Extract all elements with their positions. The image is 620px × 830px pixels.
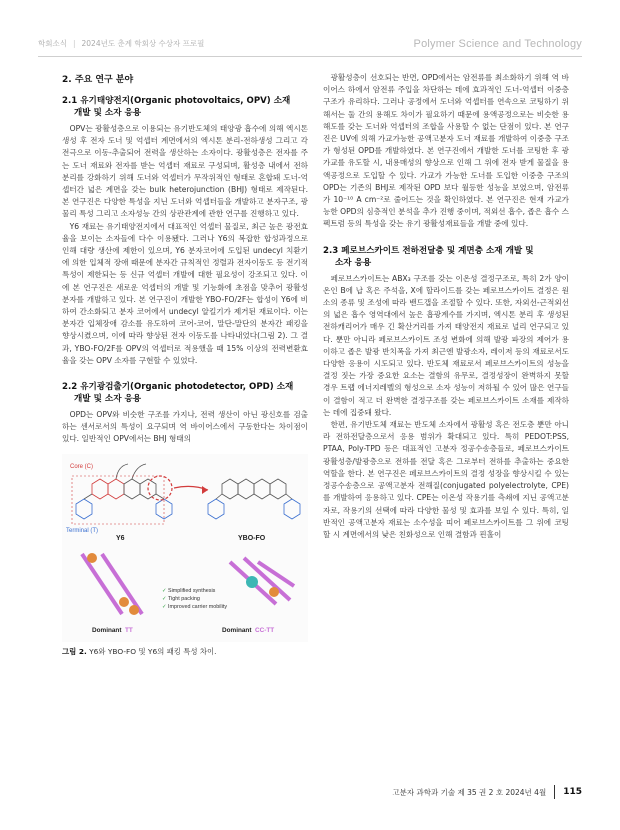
section-title: 2. 주요 연구 분야: [62, 75, 134, 85]
paragraph-y6: Y6 재료는 유기태양전지에서 대표적인 억셉터 물질로, 최근 높은 광전효율을 보이는 소자들에 다수 이용됐다. 그러나 Y6의 복잡한 합성과정으로 인해 대량 생산에 제한이 있으며, Y6 분자코어에 도입된 undecyl 치환기에 의한 입체적 장애 때문에 분자간 규칙적인 정렬과 전자이동도 등 전기적 특성이 제한되는 등 신규 억셉터 개발에 대한 필요성이 강조되고 있다. 이에 본 연구진은 새로운 억셉터의 개발 및 기능화에 초점을 맞추어 광활성 분자를 개발하고 있다. 본 연구진이 개발한 YBO-FO/2F는 합성이 Y6에 비하여 간소화되고 분자 코어에서 undecyl 알킬기가 제거된 재료이다. 이는 분자간 입체장애 감소를 유도하여 코어-코어, 말단-말단의 분자간 패킹을 향상시켰으며, 이에 따라 향상된 전자 이동도를 나타내었다(그림 2). 그 결과, YBO-FO/2F를 OPV의 억셉터로 적용했을 때 15% 이상의 전력변환효율을 갖는 OPV 소자를 구현할 수 있었다.: [62, 221, 308, 365]
header-separator: |: [72, 39, 76, 48]
y6-label: Y6: [116, 534, 125, 542]
header-rule: [38, 56, 582, 57]
page-footer: [392, 785, 582, 799]
transform-arrowhead: [202, 486, 208, 494]
check-icon: ✓: [162, 603, 167, 610]
ybo-fo-molecule: [208, 479, 300, 519]
footer-divider: [554, 785, 555, 799]
dominant-right-label: Dominant: [222, 626, 252, 634]
paragraph-organic-transport: 한편, 유기반도체 재료는 반도체 소자에서 광활성 혹은 전도층 뿐만 아니라 전하전달층으로서 응용 범위가 확대되고 있다. 특히 PEDOT:PSS, PTAA, Poly-TPD 등은 대표적인 고분자 정공수송층들로, 페로브스카이트 광활성층/발광층으로 전하를 전달 혹은 그로부터 전하를 추출하는 중요한 역할을 한다. 본 연구진은 페로브스카이트의 결정 성장을 향상시킬 수 있는 정공수송층으로 공액고분자 전해질(conjugated polyelectrolyte, CPE)를 개발하여 응용하고 있다. CPE는 이온성 작용기를 측쇄에 지닌 공액고분자로, 작용기의 선택에 따라 다양한 물성 및 효과를 보일 수 있다. 특히, 일반적인 공액고분자 재료는 소수성을 띠어 페로브스카이트를 그 위에 코팅할 시 계면에서의 낮은 친화성으로 인해 결함과 핀홀이: [323, 420, 569, 539]
paragraph-opv-intro: OPV는 광활성층으로 이용되는 유기반도체의 태양광 흡수에 의해 엑시톤 생성 후 전자 도너 및 억셉터 계면에서의 엑시톤 분리-전하생성 그리고 각 전극으로 이동-추출되어 전력을 생산하는 소자이다. 광활성층은 전자를 주는 도너 재료와 전자를 받는 억셉터 재료로 구성되며, 활성층 내에서 전하분리를 강화하기 위해 도너와 억셉터가 무작위적인 형태로 혼합돼 도너-억셉터간 넓은 계면을 갖는 bulk heterojunction (BHJ) 형태로 제작된다. 본 연구진은 다양한 특성을 지닌 도너와 억셉터들을 개발하고 분자구조, 광물리 특성 그리고 소자성능 간의 상관관계에 관한 연구를 진행하고 있다.: [62, 124, 308, 219]
paragraph-opd-intro: OPD는 OPV와 비슷한 구조를 가지나, 전력 생산이 아닌 광신호를 검출하는 센서로서의 특성이 요구되며 역 바이어스에서 구동한다는 차이점이 있다. 일반적인 OPV에서는 BHJ 형태의: [62, 410, 308, 444]
header-section: 학회소식: [38, 39, 67, 48]
dominant-right-tag: CC-TT: [255, 626, 275, 634]
bullet-3: Improved carrier mobility: [168, 603, 228, 610]
ybo-fo-label: YBO-FO: [238, 534, 266, 542]
figure-2: [62, 454, 308, 642]
subsection-2-3-title-b: 소자 응용: [335, 257, 372, 268]
subsection-2-2-title-a: 2.2 유기광검출기(Organic photodetector, OPD) 소재: [62, 382, 294, 393]
y6-molecule: [76, 464, 172, 519]
paragraph-perovskite: 페로브스카이트는 ABX₃ 구조를 갖는 이온성 결정구조로, 특히 2가 양이온인 B에 납 혹은 주석을, X에 할라이드를 갖는 페로브스카이트 결정은 원소의 종류 및 조성에 따라 밴드갭을 조절할 수 있다. 또한, 자외선-근적외선의 넓은 흡수 영역대에서 높은 흡광계수를 가지며, 엑시톤 분리 후 생성된 전하캐리어가 매우 긴 확산거리를 가져 태양전지 재료로 널리 연구되고 있다. 뿐만 아니라 페로브스카이트 조성 변화에 의해 발광 파장의 제어가 용이하고 좁은 발광 반치폭을 가져 최근엔 발광소자, 레이저 등의 재료로서도 다양한 응용이 시도되고 있다. 반도체 재료로서 페로브스카이트의 성능을 결정 짓는 가장 중요한 요소는 결함의 유무로, 결정성장이 완벽하지 못할 경우 트랩 에너지레벨의 형성으로 소자 성능이 저하될 수 있어 많은 연구들이 결함이 적고 더 완벽한 결정구조를 갖는 페로브스카이트 소재를 제작하는 데에 집중돼 왔다.: [323, 273, 569, 417]
figure-2-caption-text: Y6와 YBO-FO 및 Y6의 패킹 특성 차이.: [89, 646, 217, 656]
subsection-2-1-title-a: 2.1 유기태양전지(Organic photovoltaics, OPV) 소재: [62, 96, 291, 106]
header-program: 2024년도 춘계 학회상 수상자 프로필: [81, 39, 205, 48]
subsection-2-2-title: [62, 381, 308, 405]
dominant-left-label: Dominant: [92, 626, 122, 634]
packing-tt: [82, 553, 142, 615]
bullet-1: Simplified synthesis: [168, 587, 216, 594]
figure-2-caption: [62, 646, 308, 657]
figure-2-graphic: [62, 454, 308, 642]
subsection-2-1-title-b: 개발 및 소자 응용: [74, 108, 142, 118]
terminal-label: Terminal (T): [66, 527, 99, 534]
right-column: [323, 66, 569, 541]
journal-title: Polymer Science and Technology: [413, 38, 582, 50]
subsection-2-3-title-a: 2.3 페로브스카이트 전하전달층 및 계면층 소재 개발 및: [323, 245, 534, 256]
subsection-2-3-title: [323, 245, 569, 269]
subsection-2-1-title: [62, 95, 308, 119]
check-icon: ✓: [162, 595, 167, 602]
left-column: [62, 66, 308, 657]
footer-journal-info: 고분자 과학과 기술 제 35 권 2 호 2024년 4월: [392, 787, 547, 797]
check-icon: ✓: [162, 587, 167, 594]
figure-2-caption-label: 그림 2.: [62, 646, 87, 656]
packing-cc-tt: [230, 558, 294, 604]
running-header-left: [38, 38, 204, 49]
subsection-2-2-title-b: 개발 및 소자 응용: [74, 394, 142, 405]
core-label: Core (C): [70, 463, 94, 470]
paragraph-opd-bilayer: 광활성층이 선호되는 반면, OPD에서는 암전류를 최소화하기 위해 역 바이어스 하에서 암전류 주입을 차단하는 데에 효과적인 도너-억셉터 이중층 구조가 유리하다. 그러나 공정에서 도너와 억셉터를 연속으로 코팅하기 위해서는 둘 간의 용해도 차이가 필요하기 때문에 용액공정으로는 비슷한 용해도를 갖는 도너와 억셉터의 조합을 사용할 수 없는 단점이 있다. 본 연구진은 UV에 의해 가교가능한 공액고분자 도너 재료를 개발하여 이중층 구조가 형성된 OPD를 개발하였다. 본 연구진에서 개발한 도너를 코팅한 후 광가교를 유도할 시, 내용매성의 향상으로 인해 그 위에 전자 받게 물질을 용액공정으로 도입할 수 있다. 가교가 가능한 도너를 도입한 이중층 구조의 OPD는 기존의 BHJ로 제작된 OPD 보다 월등한 성능을 보였으며, 암전류가 10⁻¹⁰ A cm⁻²로 줄어드는 것을 확인하였다. 본 연구진은 현재 가교가능한 OPD의 심층적인 분석을 추가 진행 중이며, 적외선 흡수, 좁은 흡수 스펙트럼 등의 특성을 갖는 유기 광활성재료들을 개발 중에 있다.: [323, 73, 569, 229]
dominant-left-tag: TT: [125, 626, 133, 634]
page-number: 115: [563, 787, 582, 797]
bullet-2: Tight packing: [168, 595, 200, 602]
